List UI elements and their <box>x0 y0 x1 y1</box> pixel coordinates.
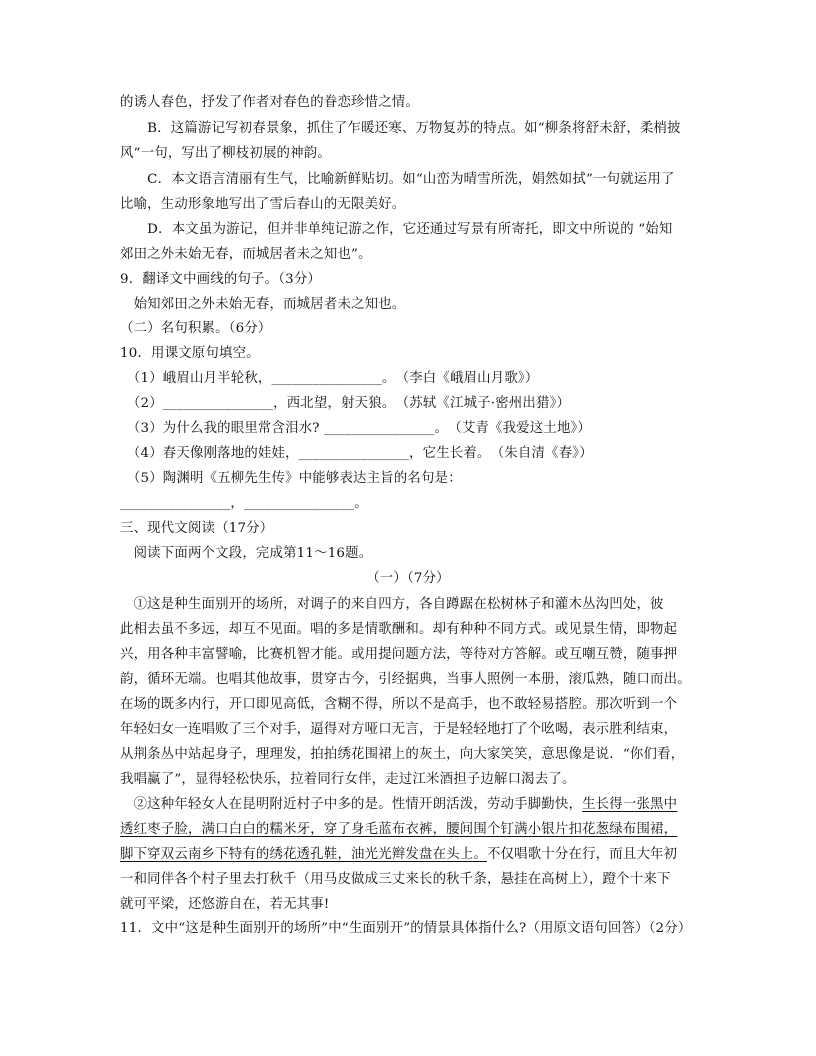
underlined-sentence: 透红枣子脸，满口白白的糯米牙，穿了身毛蓝布衣裤，腰间围个钉满小银片扣花葱绿布围裙， <box>120 822 678 837</box>
option-b-line: B．这篇游记写初春景象，抓住了乍暖还寒、万物复苏的特点。如“柳条将舒未舒，柔梢披 <box>120 121 681 136</box>
fill-blank-3: （3）为什么我的眼里常含泪水? ________________。 （艾青《我爱这土地》） <box>120 421 592 436</box>
option-c-line: C．本文语言清丽有生气，比喻新鲜贴切。如“山峦为晴雪所洗，娟然如拭”一句就运用了 <box>120 172 675 187</box>
question-10: 10．用课文原句填空。 <box>120 346 260 361</box>
section-heading: 三、现代文阅读（17分） <box>120 521 274 536</box>
question-9: 9．翻译文中画线的句子。（3分） <box>120 272 322 287</box>
section-heading: （二）名句积累。（6分） <box>120 321 272 336</box>
fill-blank-2: （2）________________，西北望，射天狼。 （苏轼《江城子·密州出猎》） <box>120 396 571 411</box>
fill-blank-5-answer: ________________，________________。 <box>120 496 368 511</box>
passage-line: 年轻妇女一连唱败了三个对手，逼得对方哑口无言，于是轻轻地打了个吆喝，表示胜利结束， <box>120 722 678 737</box>
option-d-line: D．本文虽为游记，但并非单纯记游之作，它还通过写景有所寄托，即文中所说的 “始知 <box>120 222 673 237</box>
passage-line <box>120 796 677 814</box>
passage-line: 此相去虽不多远，却互不见面。唱的多是情歌酬和。却有种种不同方式。或见景生情，即物起 <box>120 622 678 637</box>
passage-line: 韵，循环无端。也唱其他故事，贯穿古今，引经据典，当事人照例一本册，滚瓜熟，随口而出。 <box>120 672 691 687</box>
text-line: 的诱人春色，抒发了作者对春色的眷恋珍惜之情。 <box>120 95 419 110</box>
passage-text: ②这种年轻女人在昆明附近村子中多的是。性情开朗活泼，劳动手脚勤快， <box>120 797 583 812</box>
fill-blank-1: （1）峨眉山月半轮秋，________________。 （李白《峨眉山月歌》） <box>120 371 539 386</box>
fill-blank-4: （4）春天像刚落地的娃娃，________________，它生长着。 （朱自清《春》） <box>120 446 593 461</box>
reading-instruction: 阅读下面两个文段，完成第11～16题。 <box>120 546 373 561</box>
passage-line: 在场的既多内行，开口即见高低，含糊不得，所以不是高手，也不敢轻易搭腔。那次听到一个 <box>120 697 678 712</box>
passage-line: 一和同伴各个村子里去打秋千（用马皮做成三丈来长的秋千条，悬挂在高树上），蹬个十来下 <box>120 872 671 887</box>
passage-text: 不仅唱歌十分在行，而且大年初 <box>486 847 678 862</box>
passage-heading: （一）（7分） <box>366 571 450 586</box>
fill-blank-5: （5）陶渊明《五柳先生传》中能够表达主旨的名句是： <box>120 471 462 486</box>
passage-line <box>120 846 677 864</box>
question-11: 11．文中“这是种生面别开的场所”中“生面别开”的情景具体指什么?（用原文语句回答）（2分） <box>120 921 692 936</box>
passage-line: 兴，用各种丰富譬喻，比赛机智才能。或用提问题方法，等待对方答解。或互嘲互赞，随事押 <box>120 647 678 662</box>
text-line: 始知郊田之外未始无春，而城居者未之知也。 <box>120 297 406 312</box>
passage-line: ①这是种生面别开的场所，对调子的来自四方，各自蹲踞在松树林子和灌木丛沟凹处，彼 <box>120 597 664 612</box>
text-line: 比喻，生动形象地写出了雪后春山的无限美好。 <box>120 197 406 212</box>
passage-line: 就可平梁，还悠游自在，若无其事! <box>120 897 330 912</box>
passage-line: 从荆条丛中站起身子，理理发，拍拍绣花围裙上的灰土，向大家笑笑，意思像是说．“你们看， <box>120 747 685 762</box>
text-line: 郊田之外未始无春，而城居者未之知也”。 <box>120 247 372 262</box>
passage-line: 我唱赢了”，显得轻松快乐，拉着同行女伴，走过江米酒担子边解口渴去了。 <box>120 772 576 787</box>
underlined-sentence: 生长得一张黑中 <box>582 797 678 812</box>
underlined-sentence: 脚下穿双云南乡下特有的绣花透孔鞋，油光光辫发盘在头上。 <box>120 847 487 862</box>
text-line: 风”一句，写出了柳枝初展的神韵。 <box>120 146 331 161</box>
